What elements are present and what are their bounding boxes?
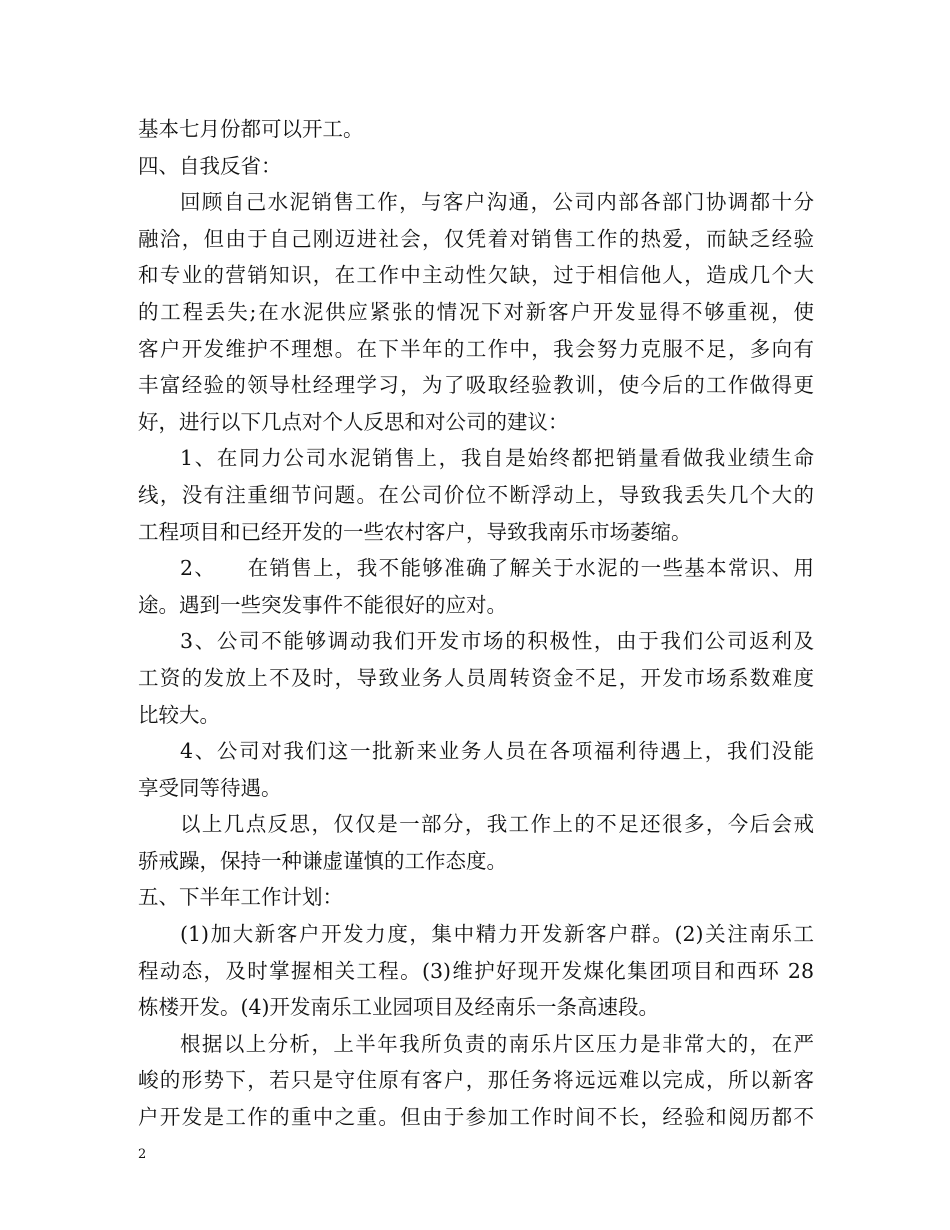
text-line: 根据以上分析，上半年我所负责的南乐片区压力是非常大的，在严 — [180, 1031, 814, 1056]
text-line: (1)加大新客户开发力度，集中精力开发新客户群。(2)关注南乐工 — [180, 922, 814, 947]
text-line: 享受同等待遇。 — [138, 775, 282, 800]
text-line: 的工程丢失;在水泥供应紧张的情况下对新客户开发显得不够重视，使 — [138, 299, 814, 324]
text-line: 1、在同力公司水泥销售上，我自是始终都把销量看做我业绩生命 — [180, 446, 814, 471]
document-body — [138, 111, 814, 1136]
text-line: 比较大。 — [138, 702, 220, 727]
text-line: 线，没有注重细节问题。在公司价位不断浮动上，导致我丢失几个大的 — [138, 482, 814, 507]
text-line: 骄戒躁，保持一种谦虚谨慎的工作态度。 — [138, 848, 507, 873]
text-line: 3、公司不能够调动我们开发市场的积极性，由于我们公司返利及 — [180, 629, 814, 654]
text-line: 和专业的营销知识，在工作中主动性欠缺，过于相信他人，造成几个大 — [138, 263, 814, 288]
text-line: 栋楼开发。(4)开发南乐工业园项目及经南乐一条高速段。 — [138, 995, 660, 1020]
text-line: 回顾自己水泥销售工作，与客户沟通，公司内部各部门协调都十分 — [180, 190, 814, 215]
page-number: 2 — [138, 1147, 147, 1162]
text-line: 好，进行以下几点对个人反思和对公司的建议： — [138, 409, 569, 434]
text-line: 峻的形势下，若只是守住原有客户，那任务将远远难以完成，所以新客 — [138, 1068, 814, 1093]
text-line: 客户开发维护不理想。在下半年的工作中，我会努力克服不足，多向有 — [138, 336, 814, 361]
text-line: 基本七月份都可以开工。 — [138, 117, 364, 141]
text-line: 户开发是工作的重中之重。但由于参加工作时间不长，经验和阅历都不 — [138, 1105, 814, 1130]
text-line: 融洽，但由于自己刚迈进社会，仅凭着对销售工作的热爱，而缺乏经验 — [138, 226, 814, 251]
text-line: 工程项目和已经开发的一些农村客户，导致我南乐市场萎缩。 — [138, 519, 692, 544]
text-line: 工资的发放上不及时，导致业务人员周转资金不足，开发市场系数难度 — [138, 665, 814, 690]
text-line: 程动态，及时掌握相关工程。(3)维护好现开发煤化集团项目和西环 28 — [138, 958, 814, 983]
text-line: 丰富经验的领导杜经理学习，为了吸取经验教训，使今后的工作做得更 — [138, 373, 814, 398]
text-line: 2、 在销售上，我不能够准确了解关于水泥的一些基本常识、用 — [180, 556, 814, 581]
text-line: 以上几点反思，仅仅是一部分，我工作上的不足还很多，今后会戒 — [180, 812, 814, 837]
text-line: 途。遇到一些突发事件不能很好的应对。 — [138, 592, 507, 617]
section-heading: 四、自我反省： — [138, 153, 282, 178]
text-line: 4、公司对我们这一批新来业务人员在各项福利待遇上，我们没能 — [180, 739, 814, 764]
section-heading: 五、下半年工作计划： — [138, 885, 343, 910]
